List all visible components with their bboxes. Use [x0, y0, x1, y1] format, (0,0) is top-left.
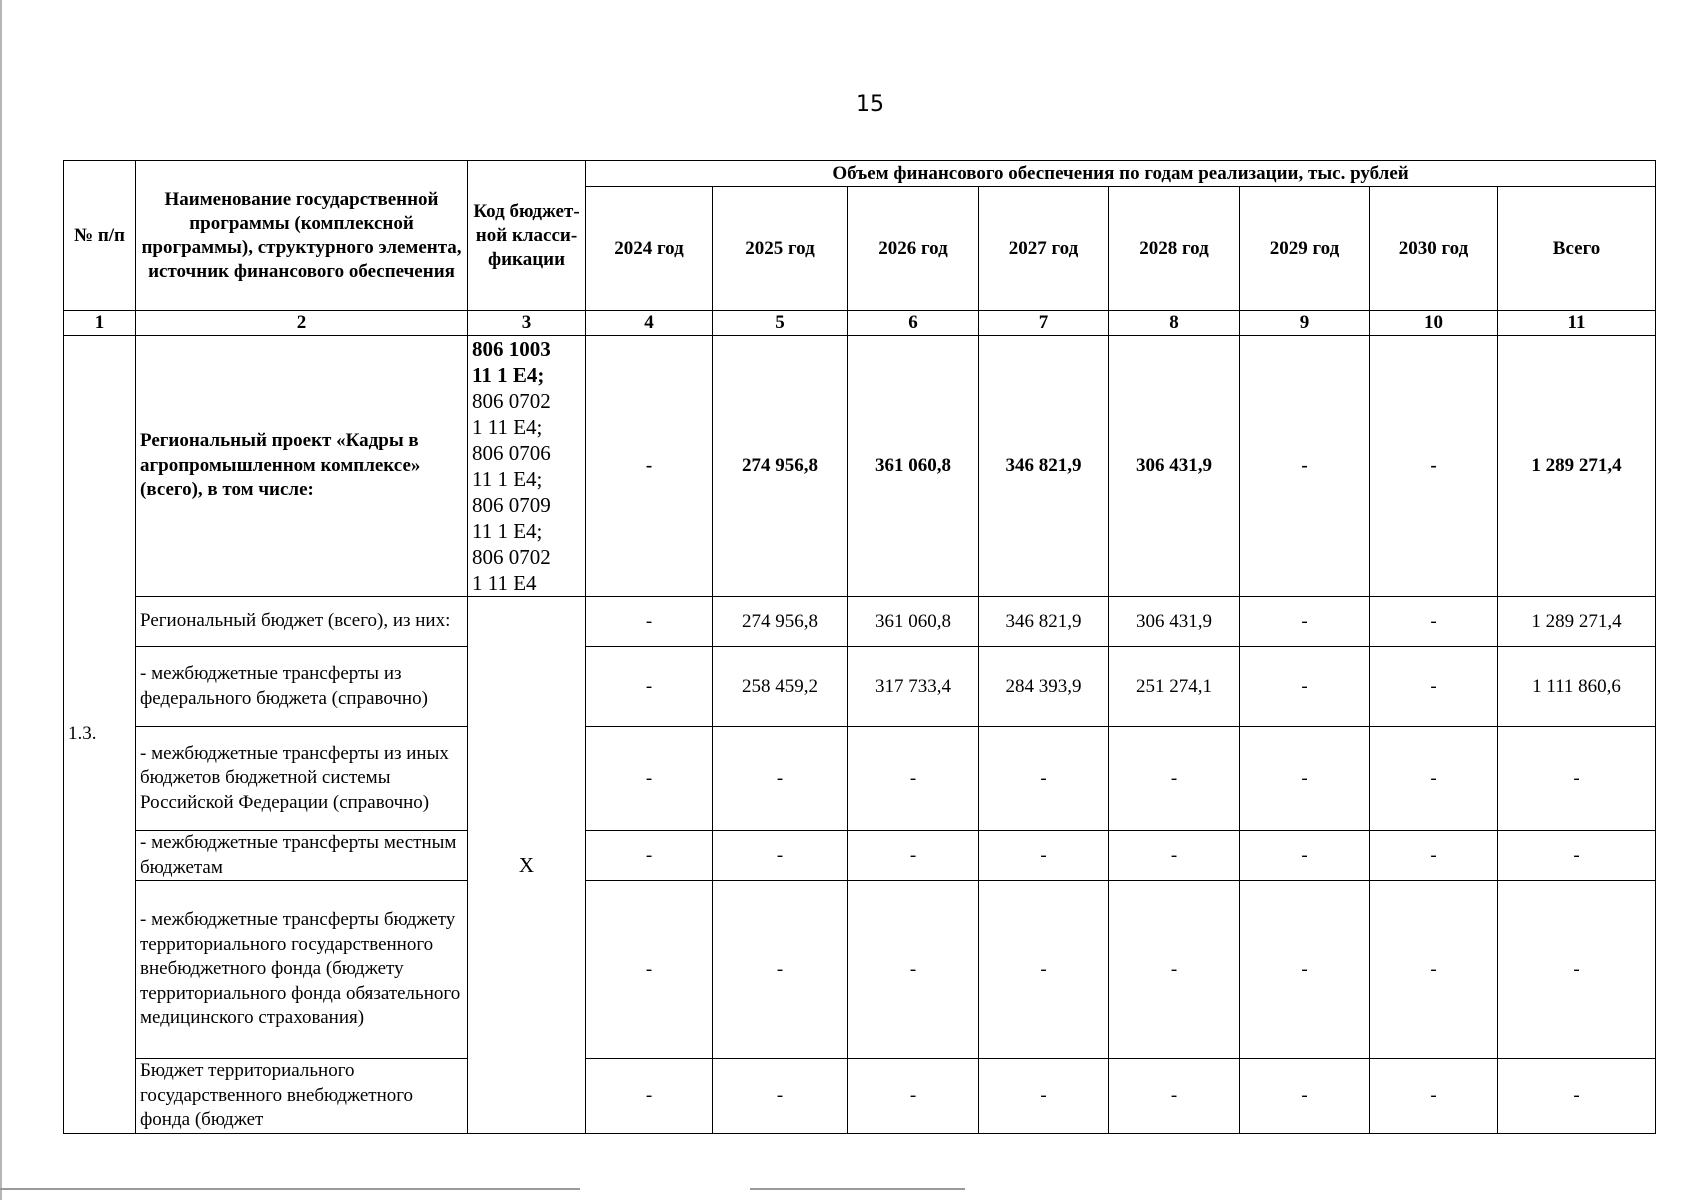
- project-value-2030: -: [1370, 336, 1498, 597]
- value-cell: -: [1370, 831, 1498, 881]
- value-cell: -: [1240, 597, 1370, 647]
- value-cell: -: [1240, 881, 1370, 1059]
- page-bottom-rule: [750, 1188, 965, 1190]
- value-cell: -: [1498, 1059, 1656, 1134]
- budget-code-line: 806 0702: [472, 545, 551, 569]
- value-cell: -: [979, 831, 1109, 881]
- page-bottom-rule: [0, 1188, 580, 1190]
- header-year-2026: 2026 год: [848, 187, 979, 311]
- value-cell: -: [713, 727, 848, 831]
- header-total: Всего: [1498, 187, 1656, 311]
- source-name: - межбюджетные трансферты местным бюджетам: [136, 831, 468, 881]
- source-row-extrabudgetary-fund-transfers: [64, 881, 1656, 1059]
- project-value-total: 1 289 271,4: [1498, 336, 1656, 597]
- header-name: Наименование государственной программы (комплексной программы), структурного элемента, источник финансового обеспечения: [136, 161, 468, 311]
- value-cell: -: [979, 881, 1109, 1059]
- budget-code-line: 11 1 E4;: [472, 519, 543, 543]
- source-name: - межбюджетные трансферты из иных бюджетов бюджетной системы Российской Федерации (справочно): [136, 727, 468, 831]
- value-cell: -: [713, 881, 848, 1059]
- project-value-2026: 361 060,8: [848, 336, 979, 597]
- header-year-2028: 2028 год: [1109, 187, 1240, 311]
- value-cell: -: [1370, 727, 1498, 831]
- project-value-2028: 306 431,9: [1109, 336, 1240, 597]
- value-cell: 274 956,8: [713, 597, 848, 647]
- header-npp: № п/п: [64, 161, 136, 311]
- value-cell: 1 111 860,6: [1498, 647, 1656, 727]
- column-number: 4: [586, 311, 713, 336]
- budget-code-line: 11 1 E4;: [472, 467, 543, 491]
- value-cell: -: [1109, 831, 1240, 881]
- column-number: 3: [468, 311, 586, 336]
- value-cell: 317 733,4: [848, 647, 979, 727]
- value-cell: -: [1240, 647, 1370, 727]
- column-number: 9: [1240, 311, 1370, 336]
- value-cell: -: [1240, 831, 1370, 881]
- value-cell: 346 821,9: [979, 597, 1109, 647]
- source-name: - межбюджетные трансферты бюджету территориального государственного внебюджетного фонда (бюджету территориального фонда обязательного медицинского страхования): [136, 881, 468, 1059]
- value-cell: 306 431,9: [1109, 597, 1240, 647]
- project-value-2029: -: [1240, 336, 1370, 597]
- value-cell: -: [848, 1059, 979, 1134]
- project-number: 1.3.: [64, 336, 136, 1134]
- source-row-federal-transfers: [64, 647, 1656, 727]
- value-cell: -: [586, 881, 713, 1059]
- value-cell: -: [1370, 1059, 1498, 1134]
- value-cell: -: [1240, 727, 1370, 831]
- header-year-2025: 2025 год: [713, 187, 848, 311]
- column-number: 10: [1370, 311, 1498, 336]
- header-year-2024: 2024 год: [586, 187, 713, 311]
- value-cell: -: [1370, 881, 1498, 1059]
- column-number: 1: [64, 311, 136, 336]
- source-name: - межбюджетные трансферты из федерального бюджета (справочно): [136, 647, 468, 727]
- project-budget-codes: [468, 336, 586, 597]
- value-cell: -: [1240, 1059, 1370, 1134]
- source-row-local-budgets: [64, 831, 1656, 881]
- financing-table: [63, 160, 1656, 1134]
- budget-code-x: X: [468, 597, 586, 1134]
- column-number-row: [64, 311, 1656, 336]
- value-cell: -: [586, 597, 713, 647]
- page-number: 15: [856, 92, 884, 117]
- header-row-1: [64, 161, 1656, 187]
- project-value-2025: 274 956,8: [713, 336, 848, 597]
- value-cell: -: [586, 647, 713, 727]
- project-name: Региональный проект «Кадры в агропромышленном комплексе» (всего), в том числе:: [136, 336, 468, 597]
- budget-code-line: 11 1 E4;: [472, 363, 545, 387]
- budget-code-line: 1 11 E4;: [472, 415, 543, 439]
- value-cell: -: [586, 727, 713, 831]
- header-year-2030: 2030 год: [1370, 187, 1498, 311]
- value-cell: -: [979, 727, 1109, 831]
- budget-code-line: 806 0702: [472, 389, 551, 413]
- source-row-other-budgets: [64, 727, 1656, 831]
- value-cell: -: [1498, 881, 1656, 1059]
- value-cell: -: [848, 881, 979, 1059]
- header-volume: Объем финансового обеспечения по годам реализации, тыс. рублей: [586, 161, 1656, 187]
- project-value-2024: -: [586, 336, 713, 597]
- value-cell: 361 060,8: [848, 597, 979, 647]
- value-cell: -: [848, 831, 979, 881]
- source-name: Региональный бюджет (всего), из них:: [136, 597, 468, 647]
- value-cell: -: [1498, 831, 1656, 881]
- column-number: 6: [848, 311, 979, 336]
- header-year-2027: 2027 год: [979, 187, 1109, 311]
- budget-code-line: 806 1003: [472, 337, 551, 361]
- value-cell: 1 289 271,4: [1498, 597, 1656, 647]
- value-cell: -: [1109, 1059, 1240, 1134]
- budget-code-line: 806 0709: [472, 493, 551, 517]
- header-code: Код бюджет-ной класси-фикации: [468, 161, 586, 311]
- project-value-2027: 346 821,9: [979, 336, 1109, 597]
- value-cell: -: [713, 831, 848, 881]
- value-cell: -: [1109, 881, 1240, 1059]
- value-cell: -: [713, 1059, 848, 1134]
- column-number: 5: [713, 311, 848, 336]
- value-cell: -: [979, 1059, 1109, 1134]
- value-cell: -: [848, 727, 979, 831]
- column-number: 2: [136, 311, 468, 336]
- source-name: Бюджет территориального государственного внебюджетного фонда (бюджет: [136, 1059, 468, 1134]
- value-cell: 251 274,1: [1109, 647, 1240, 727]
- project-row: [64, 336, 1656, 597]
- value-cell: -: [586, 1059, 713, 1134]
- value-cell: -: [1498, 727, 1656, 831]
- value-cell: 258 459,2: [713, 647, 848, 727]
- page-left-edge: [0, 0, 2, 1200]
- value-cell: -: [1370, 597, 1498, 647]
- header-year-2029: 2029 год: [1240, 187, 1370, 311]
- column-number: 7: [979, 311, 1109, 336]
- budget-code-line: 806 0706: [472, 441, 551, 465]
- budget-code-line: 1 11 E4: [472, 571, 537, 595]
- column-number: 8: [1109, 311, 1240, 336]
- source-row-extrabudgetary-fund: [64, 1059, 1656, 1134]
- value-cell: -: [586, 831, 713, 881]
- value-cell: 284 393,9: [979, 647, 1109, 727]
- value-cell: -: [1370, 647, 1498, 727]
- column-number: 11: [1498, 311, 1656, 336]
- source-row-regional-budget: [64, 597, 1656, 647]
- value-cell: -: [1109, 727, 1240, 831]
